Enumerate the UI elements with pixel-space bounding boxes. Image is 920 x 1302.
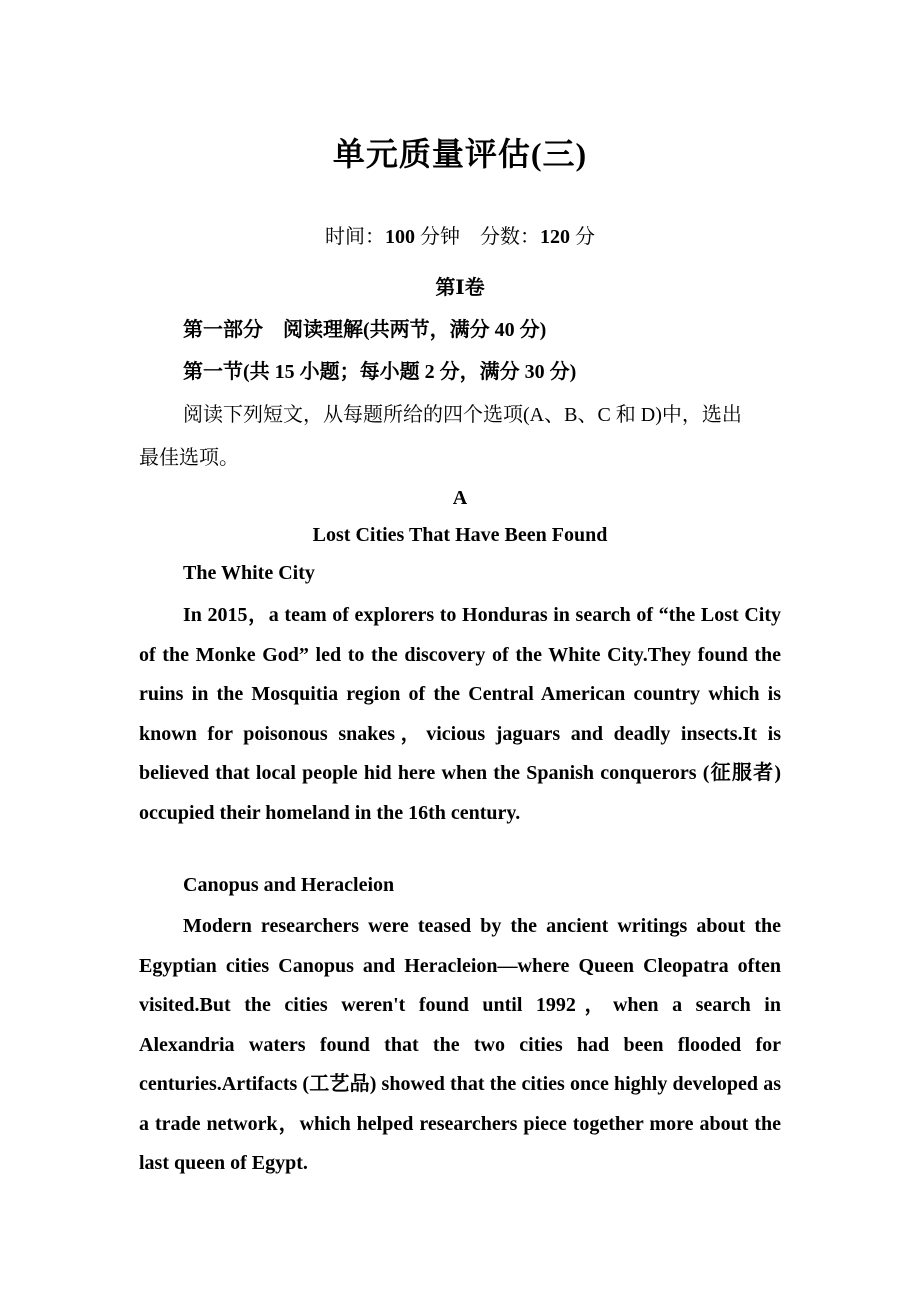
passage-label: A	[452, 487, 468, 509]
time-label: 时间：	[325, 226, 385, 248]
volume-heading: 第Ⅰ卷	[435, 277, 485, 299]
section-heading-canopus: Canopus and Heracleion	[183, 874, 395, 896]
directions-line-2: 最佳选项。	[139, 447, 239, 469]
paragraph-white-city: In 2015，a team of explorers to Honduras in search of “the Lost City of the Monke God” led to the discovery of the White City.They found the ruins in the Mosquitia region of the Central American country which is known for poisonous snakes，vicious jaguars and deadly insects.It is believed that local people hid here when the Spanish conquerors (征服者) occupied their homeland in the 16th century.	[139, 604, 821, 824]
exam-meta	[0, 222, 920, 252]
section-heading: 第一节(共 15 小题；每小题 2 分，满分 30 分)	[183, 361, 577, 383]
passage-title: Lost Cities That Have Been Found	[312, 524, 608, 546]
section-heading-white-city: The White City	[183, 562, 315, 584]
score-unit: 分	[570, 226, 595, 248]
score-value: 120	[540, 226, 570, 248]
page-title: 单元质量评估(三)	[332, 136, 588, 172]
paragraph-canopus: Modern researchers were teased by the ancient writings about the Egyptian cities Canopus and Heracleion—where Queen Cleopatra often visited.But the cities weren't found until 1992，when a search in Alexandria waters found that the two cities had been flooded for centuries.Artifacts (工艺品) showed that the cities once highly developed as a trade network，which helped researchers piece together more about the last queen of Egypt.	[139, 915, 781, 1174]
time-unit-and-score-label: 分钟 分数：	[415, 226, 540, 248]
directions-line-1: 阅读下列短文，从每题所给的四个选项(A、B、C 和 D)中，选出	[183, 404, 742, 426]
time-value: 100	[385, 226, 415, 248]
part-heading: 第一部分 阅读理解(共两节，满分 40 分)	[183, 319, 547, 341]
